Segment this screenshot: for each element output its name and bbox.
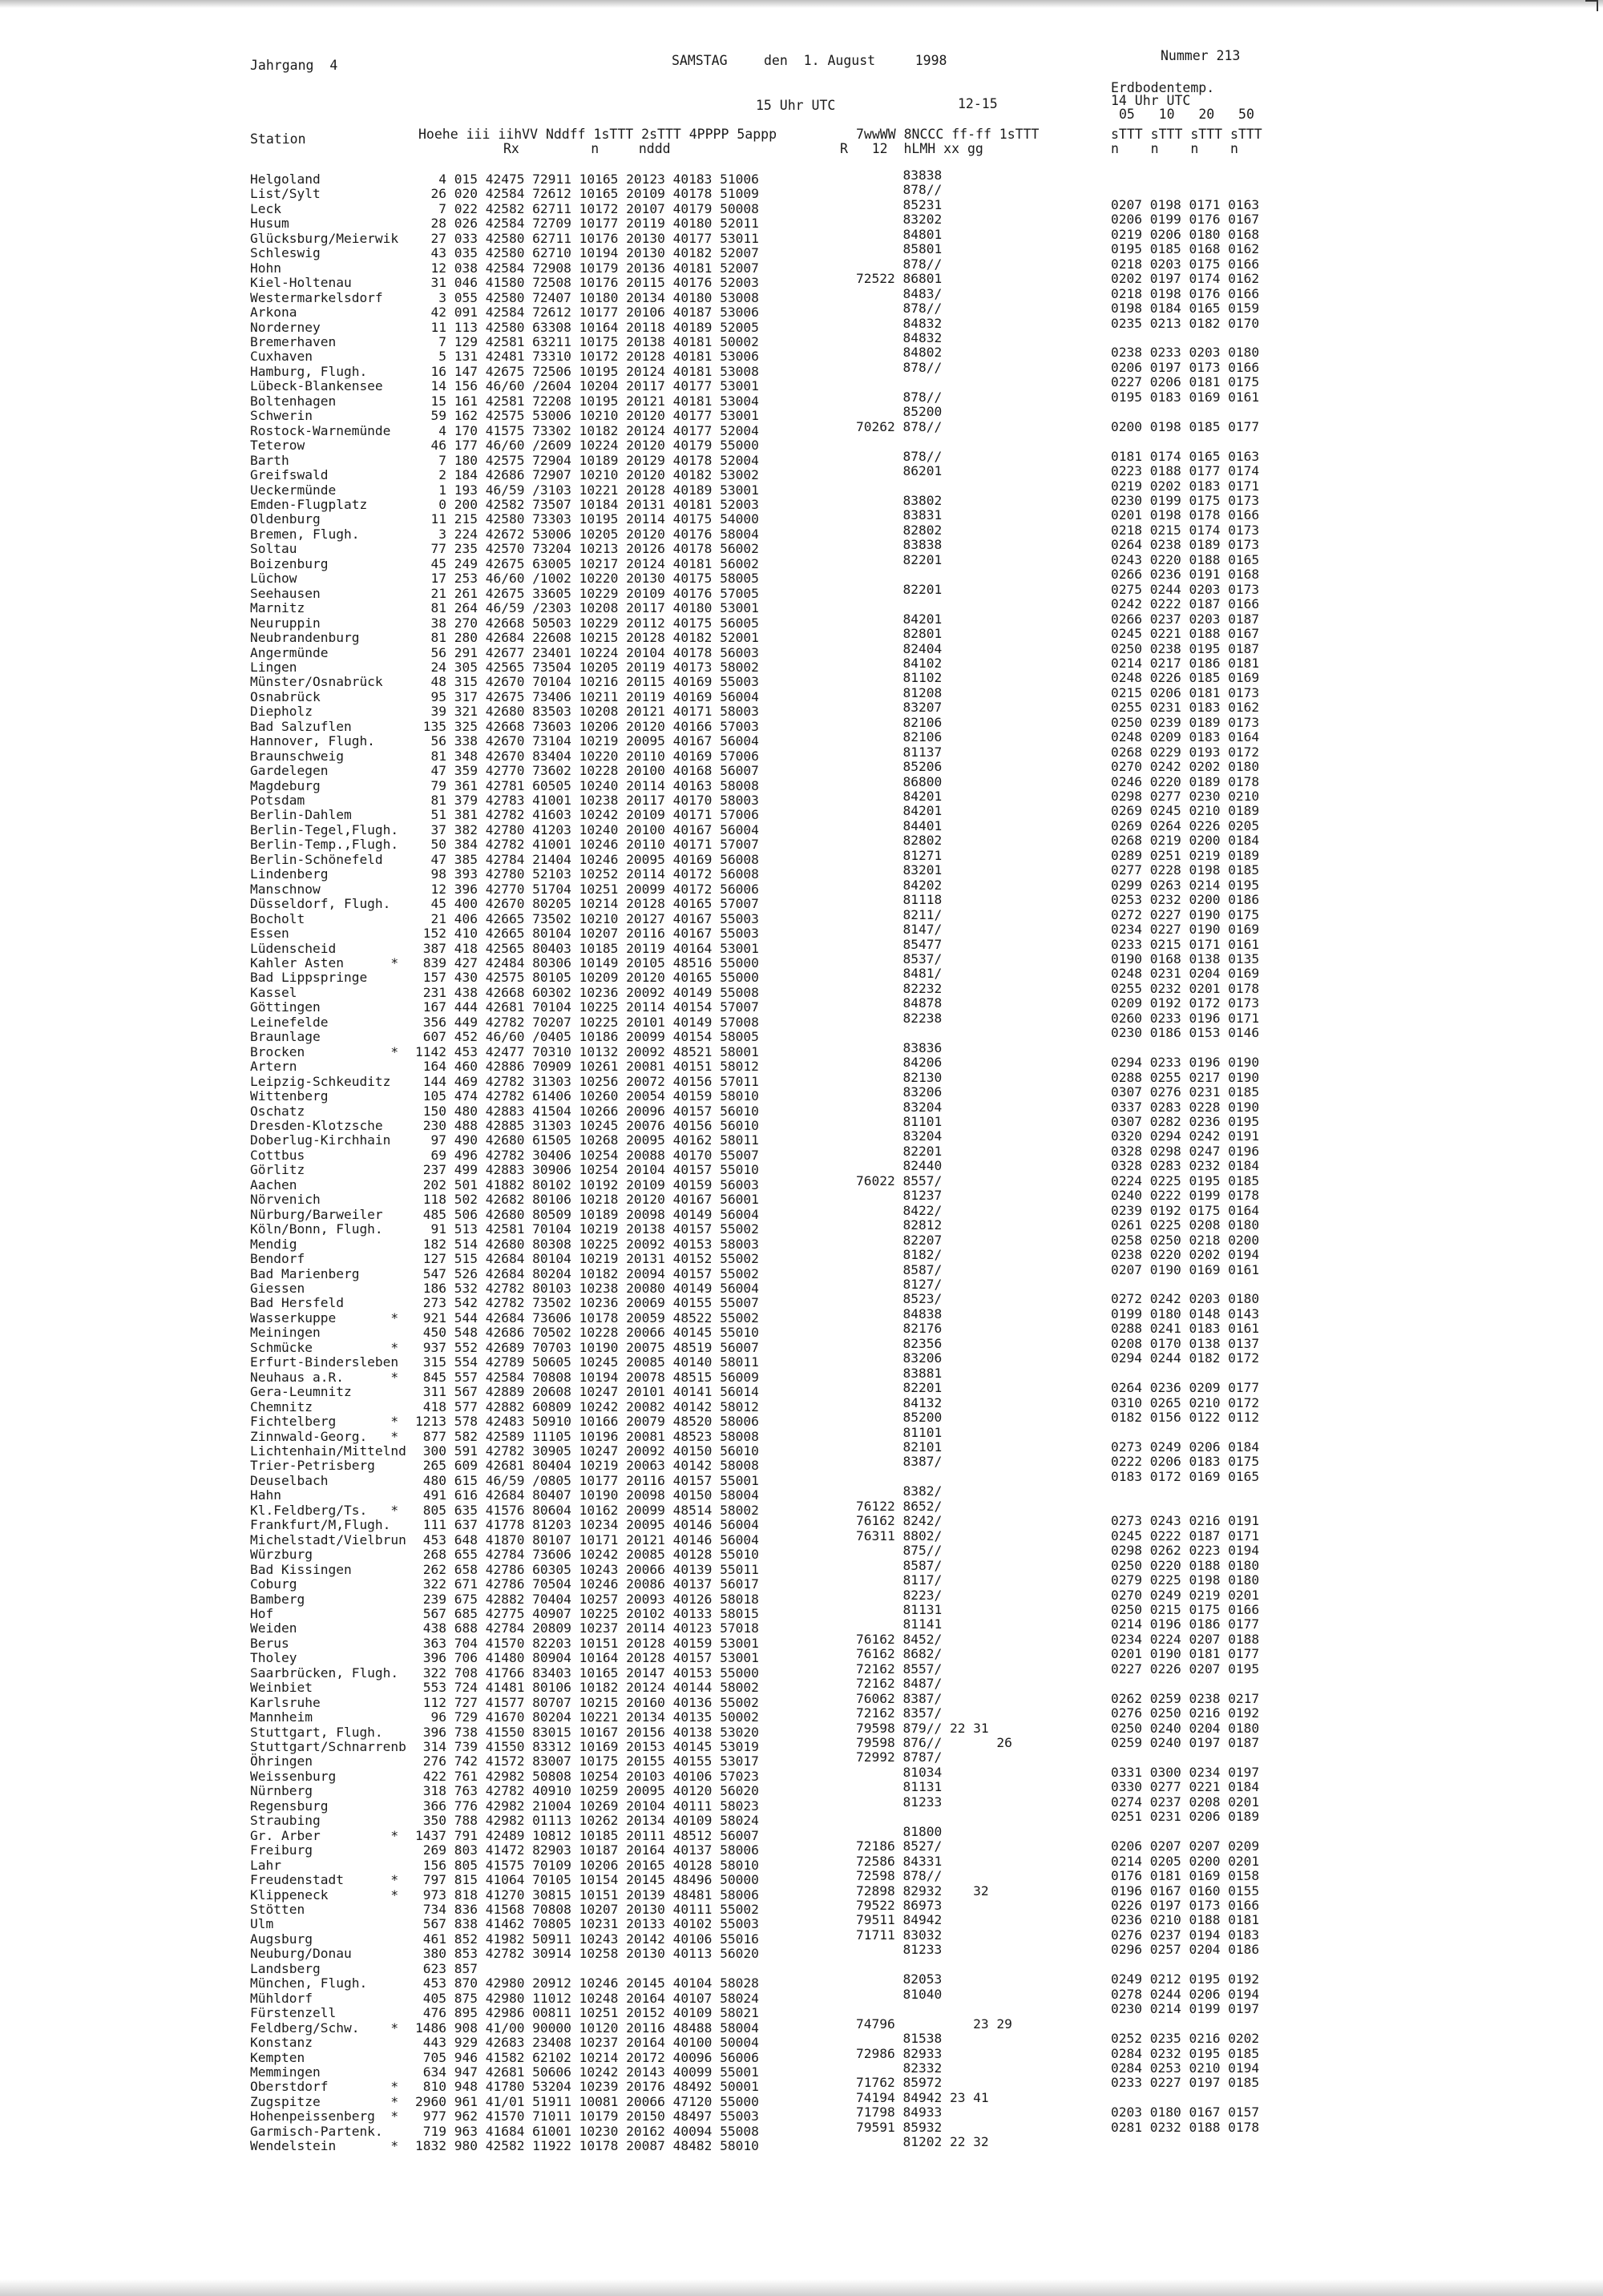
soil-columns-subheader: n n n n (1111, 141, 1238, 156)
scan-edge-bottom (0, 2279, 1603, 2296)
soil-temperature-column: 0207 0198 0171 0163 0206 0199 0176 0167 0219 0206 0180 0168 0195 0185 0168 0162 0218 0203 0175 0166 0202 0197 0174 0162 0218 0198 0176 0166 0198 0184 0165 0159 0235 0213 0182 0170 0238 0233 0203 0180 0206 0197 0173 0166 0227 0206 0181 0175 0195 0183 0169 0161 0200 0198 0185 0177 0181 0174 0165 0163 0223 0188 0177 0174 0219 0202 0183 0171 0230 0199 0175 0173 0201 0198 0178 0166 0218 0215 0174 0173 0264 0238 0189 0173 0243 0220 0188 0165 0266 0236 0191 0168 0275 0244 0203 0173 0242 0222 0187 0166 0266 0237 0203 0187 0245 0221 0188 0167 0250 0238 0195 0187 0214 0217 0186 0181 0248 0226 0185 0169 0215 0206 0181 0173 0255 0231 0183 0162 0250 0239 0189 0173 0248 0209 0183 0164 0268 0229 0193 0172 0270 0242 0202 0180 0246 0220 0189 0178 0298 0277 0230 0210 0269 0245 0210 0189 0269 0264 0226 0205 0268 0219 0200 0184 0289 0251 0219 0189 0277 0228 0198 0185 0299 0263 0214 0195 0253 0232 0200 0186 0272 0227 0190 0175 0234 0227 0190 0169 0233 0215 0171 0161 0190 0168 0138 0135 0248 0231 0204 0169 0255 0232 0201 0178 0209 0192 0172 0173 0260 0233 0196 0171 0230 0186 0153 0146 0294 0233 0196 0190 0288 0255 0217 0190 0307 0276 0231 0185 0337 0283 0228 0190 0307 0282 0236 0195 0320 0294 0242 0191 0328 0298 0247 0196 0328 0283 0232 0184 0224 0225 0195 0185 0240 0222 0199 0178 0239 0192 0175 0164 0261 0225 0208 0180 0258 0250 0218 0200 0238 0220 0202 0194 0207 0190 0169 0161 0272 0242 0203 0180 0199 0180 0148 0143 0288 0241 0183 0161 0208 0170 0138 0137 0294 0244 0182 0172 0264 0236 0209 0177 0310 0265 0210 0172 0182 0156 0122 0112 0273 0249 0206 0184 0222 0206 0183 0175 0183 0172 0169 0165 0273 0243 0216 0191 0245 0222 0187 0171 0298 0262 0223 0194 0250 0220 0188 0180 0279 0225 0198 0180 0270 0249 0219 0201 0250 0215 0175 0166 0214 0196 0186 0177 0234 0224 0207 0188 0201 0190 0181 0177 0227 0226 0207 0195 0262 0259 0238 0217 0276 0250 0216 0192 0250 0240 0204 0180 0259 0240 0197 0187 0331 0300 0234 0197 0330 0277 0221 0184 0274 0237 0208 0201 0251 0231 0206 0189 0206 0207 0207 0209 0214 0205 0200 0201 0176 0181 0169 0158 0196 0167 0160 0155 0226 0197 0173 0166 0236 0210 0188 0181 0276 0237 0194 0183 0296 0257 0204 0186 0249 0212 0195 0192 0278 0244 0206 0194 0230 0214 0199 0197 0252 0235 0216 0202 0284 0232 0195 0185 0284 0253 0210 0194 0233 0227 0197 0185 0203 0180 0167 0157 0281 0232 0188 0178 (1111, 196, 1260, 2135)
scan-edge-top (0, 0, 1603, 8)
station-column-header: Station (250, 131, 306, 147)
soil-columns-header: sTTT sTTT sTTT sTTT (1111, 127, 1262, 142)
station-names-column: Helgoland List/Sylt Leck Husum Glücksburg/Meierwik Schleswig Hohn Kiel-Holtenau Westermarkelsdorf Arkona Norderney Bremerhaven Cuxhaven Hamburg, Flugh. Lübeck-Blankensee Boltenhagen Schwerin Rostock-Warnemünde Teterow Barth Greifswald Ueckermünde Emden-Flugplatz Oldenburg Bremen, Flugh. Soltau Boizenburg Lüchow Seehausen Marnitz Neuruppin Neubrandenburg Angermünde Lingen Münster/Osnabrück Osnabrück Diepholz Bad Salzuflen Hannover, Flugh. Braunschweig Gardelegen Magdeburg Potsdam Berlin-Dahlem Berlin-Tegel,Flugh. Berlin-Temp.,Flugh. Berlin-Schönefeld Lindenberg Manschnow Düsseldorf, Flugh. Bocholt Essen Lüdenscheid Kahler Asten * Bad Lippspringe Kassel Göttingen Leinefelde Braunlage Brocken * Artern Leipzig-Schkeuditz Wittenberg Oschatz Dresden-Klotzsche Doberlug-Kirchhain Cottbus Görlitz Aachen Nörvenich Nürburg/Barweiler Köln/Bonn, Flugh. Mendig Bendorf Bad Marienberg Giessen Bad Hersfeld Wasserkuppe * Meiningen Schmücke * Erfurt-Bindersleben Neuhaus a.R. * Gera-Leumnitz Chemnitz Fichtelberg * Zinnwald-Georg. * Lichtenhain/Mittelnd Trier-Petrisberg Deuselbach Hahn Kl.Feldberg/Ts. * Frankfurt/M,Flugh. Michelstadt/Vielbrun Würzburg Bad Kissingen Coburg Bamberg Hof Weiden Berus Tholey Saarbrücken, Flugh. Weinbiet Karlsruhe Mannheim Stuttgart, Flugh. Stuttgart/Schnarrenb Öhringen Weissenburg Nürnberg Regensburg Straubing Gr. Arber * Freiburg Lahr Freudenstadt * Klippeneck * Stötten Ulm Augsburg Neuburg/Donau Landsberg München, Flugh. Mühldorf Fürstenzell Feldberg/Schw. * Konstanz Kempten Memmingen Oberstdorf * Zugspitze * Hohenpeissenberg * Garmisch-Partenk. Wendelstein * (250, 171, 406, 2154)
jahrgang-label: Jahrgang 4 (250, 58, 338, 73)
precip-data-column: 83838 878// 85231 83202 84801 85801 878// 72522 86801 8483/ 878// 84832 84832 84802 878// 878// 85200 70262 878// 878// 86201 83802 83831 82802 83838 82201 82201 84201 82801 82404 84102 81102 81208 83207 82106 82106 81137 85206 86800 84201 84201 84401 82802 81271 83201 84202 81118 8211/ 8147/ 85477 8537/ 8481/ 82232 84878 82238 83836 84206 82130 83206 83204 81101 83204 82201 82440 76022 8557/ 81237 8422/ 82812 82207 8182/ 8587/ 8127/ 8523/ 84838 82176 82356 83206 83881 82201 84132 85200 81101 82101 8387/ 8382/ 76122 8652/ 76162 8242/ 76311 8802/ 875// 8587/ 8117/ 8223/ 81131 81141 76162 8452/ 76162 8682/ 72162 8557/ 72162 8487/ 76062 8387/ 72162 8357/ 79598 879// 22 31 79598 876// 26 72992 8787/ 81034 81131 81233 81800 72186 8527/ 72586 84331 72598 878// 72898 82932 32 79522 86973 79511 84942 71711 83032 81233 82053 81040 74796 23 29 81538 72986 82933 82332 71762 85972 74194 84942 23 41 71798 84933 79591 85932 81202 22 32 (856, 167, 1012, 2150)
precip-period: 12-15 (958, 96, 998, 111)
page-corner-mark (1585, 0, 1598, 11)
issue-number: Nummer 213 (1161, 48, 1241, 63)
soil-temp-title: Erdbodentemp. (1111, 80, 1215, 95)
observation-time: 15 Uhr UTC (756, 98, 836, 113)
synop-columns-subheader: Rx n nddd (503, 141, 671, 156)
synop-data-column: 4 015 42475 72911 10165 20123 40183 51006 26 020 42584 72612 10165 20109 40178 51009 7 022 42582 62711 10172 20107 40179 50008 28 026 42584 72709 10177 20119 40180 52011 27 033 42580 62711 10176 20130 40177 53011 43 035 42580 62710 10194 20130 40182 52007 12 038 42584 72908 10179 20136 40181 52007 31 046 41580 72508 10176 20115 40176 52003 3 055 42580 72407 10180 20134 40180 53008 42 091 42584 72612 10177 20106 40187 53006 11 113 42580 63308 10164 20118 40189 52005 7 129 42581 63211 10175 20138 40181 50002 5 131 42481 73310 10172 20128 40181 53006 16 147 42675 72506 10195 20124 40181 53008 14 156 46/60 /2604 10204 20117 40177 53001 15 161 42581 72208 10195 20121 40181 53004 59 162 42575 53006 10210 20120 40177 53001 4 170 41575 73302 10182 20124 40177 52004 46 177 46/60 /2609 10224 20120 40179 55000 7 180 42575 72904 10189 20129 40178 52004 2 184 42686 72907 10210 20120 40182 53002 1 193 46/59 /3103 10221 20128 40189 53001 0 200 42582 73507 10184 20131 40181 52003 11 215 42580 73303 10195 20114 40175 54000 3 224 42672 53006 10205 20120 40176 58004 77 235 42570 73204 10213 20126 40178 56002 45 249 42675 63005 10217 20124 40181 56002 17 253 46/60 /1002 10220 20130 40175 58005 21 261 42675 33605 10229 20109 40176 57005 81 264 46/59 /2303 10208 20117 40180 53001 38 270 42668 50503 10229 20112 40175 56005 81 280 42684 22608 10215 20128 40182 52001 56 291 42677 23401 10224 20104 40178 56003 24 305 42565 73504 10205 20119 40173 58002 48 315 42670 70104 10216 20115 40169 55003 95 317 42675 73406 10211 20119 40169 56004 39 321 42680 83503 10208 20121 40171 58003 135 325 42668 73603 10206 20120 40166 57003 56 338 42670 73104 10219 20095 40167 56004 81 348 42670 83404 10220 20110 40169 57006 47 359 42770 73602 10228 20100 40168 56007 79 361 42781 60505 10240 20114 40163 58008 81 379 42783 41001 10238 20117 40170 58003 51 381 42782 41603 10242 20109 40171 57006 37 382 42780 41203 10240 20100 40167 56004 50 384 42782 41001 10246 20110 40171 57007 47 385 42784 21404 10246 20095 40169 56008 98 393 42780 52103 10252 20114 40172 56008 12 396 42770 51704 10251 20099 40172 56006 45 400 42670 80205 10214 20128 40165 57007 21 406 42665 73502 10210 20127 40167 55003 152 410 42665 80104 10207 20116 40167 55003 387 418 42565 80403 10185 20119 40164 53001 839 427 42484 80306 10149 20105 48516 55000 157 430 42575 80105 10209 20120 40165 55000 231 438 42668 60302 10236 20092 40149 55008 167 444 42681 70104 10225 20114 40154 57007 356 449 42782 70207 10225 20101 40149 57008 607 452 46/60 /0405 10186 20099 40154 58005 1142 453 42477 70310 10132 20092 48521 58001 164 460 42886 70909 10261 20081 40151 58012 144 469 42782 31303 10256 20072 40156 57011 105 474 42782 61406 10260 20054 40159 58010 150 480 42883 41504 10266 20096 40157 56010 230 488 42885 31303 10245 20076 40156 56010 97 490 42680 61505 10268 20095 40162 58011 69 496 42782 30406 10254 20088 40170 55007 237 499 42883 30906 10254 20104 40157 55010 202 501 41882 80102 10192 20109 40159 56003 118 502 42682 80106 10218 20120 40167 56001 485 506 42680 80509 10189 20098 40149 56004 91 513 42581 70104 10219 20138 40157 55002 182 514 42680 80308 10225 20092 40153 58003 127 515 42684 80104 10219 20131 40152 55002 547 526 42684 80204 10182 20094 40157 55002 186 532 42782 80103 10238 20080 40149 56004 273 542 42782 73502 10236 20069 40155 55007 921 544 42684 73606 10178 20059 48522 55002 450 548 42686 70502 10228 20066 40145 55010 937 552 42689 70703 10190 20075 48519 56007 315 554 42789 50605 10245 20085 40140 58011 845 557 42584 70808 10194 20078 48515 56009 311 567 42889 20608 10247 20101 40141 56014 418 577 42882 60809 10242 20082 40142 58012 1213 578 42483 50910 10166 20079 48520 58006 877 582 42589 11105 10196 20081 48523 58008 300 591 42782 30905 10247 20092 40150 56010 265 609 42681 80404 10219 20063 40142 58008 480 615 46/59 /0805 10177 20116 40157 55001 491 616 42684 80407 10190 20098 40150 58004 805 635 41576 80604 10162 20099 48514 58002 111 637 41778 81203 10234 20095 40146 56004 453 648 41870 80107 10171 20121 40146 56004 268 655 42784 73606 10242 20085 40128 55010 262 658 42786 60305 10243 20066 40139 55011 322 671 42786 70504 10246 20086 40137 56017 239 675 42882 70404 10257 20093 40126 58018 567 685 42775 40907 10225 20102 40133 58015 438 688 42784 20809 10237 20114 40123 57018 363 704 41570 82203 10151 20128 40159 53001 396 706 41480 80904 10164 20128 40157 53001 322 708 41766 83403 10165 20147 40153 55000 553 724 41481 80106 10182 20124 40144 58002 112 727 41577 80707 10215 20160 40136 55002 96 729 41670 80204 10221 20134 40135 50002 396 738 41550 83015 10167 20156 40138 53020 314 739 41550 83312 10169 20153 40145 53019 276 742 41572 83007 10175 20155 40155 53017 422 761 42982 50808 10254 20103 40106 57023 318 763 42782 40910 10259 20095 40120 56020 366 776 42982 21004 10269 20104 40111 58023 350 788 42982 01113 10262 20134 40109 58024 1437 791 42489 10812 10185 20111 48512 56007 269 803 41472 82903 10187 20164 40137 58006 156 805 41575 70109 10206 20165 40128 58010 797 815 41064 70105 10154 20145 48496 50000 973 818 41270 30815 10151 20139 48481 58006 734 836 41568 70808 10207 20130 40111 55002 567 838 41462 70805 10231 20133 40102 55003 461 852 41982 50911 10243 20142 40106 55016 380 853 42782 30914 10258 20130 40113 56020 623 857 453 870 42980 20912 10246 20145 40104 58028 405 875 42980 11012 10248 20164 40107 58024 476 895 42986 00811 10251 20152 40109 58021 1486 908 41/00 90000 10120 20116 48488 58004 443 929 42683 23408 10237 20164 40100 50004 705 946 41582 62102 10214 20172 40096 56006 634 947 42681 50606 10242 20143 40099 55001 810 948 41780 53204 10239 20176 48492 50001 2960 961 41/01 51911 10081 20066 47120 55000 977 962 41570 71011 10179 20150 48497 55003 719 963 41684 61001 10230 20162 40094 55008 1832 980 42582 11922 10178 20087 48482 58010 (415, 171, 759, 2154)
precip-columns-subheader: R 12 hLMH xx gg (840, 141, 983, 156)
soil-temp-depths: 05 10 20 50 (1119, 107, 1254, 122)
date-label: den 1. August 1998 (764, 53, 947, 68)
synop-columns-header: Hoehe iii iihVV Nddff 1sTTT 2sTTT 4PPPP 5appp (418, 127, 777, 142)
soil-temp-time: 14 Uhr UTC (1111, 93, 1191, 108)
weekday-label: SAMSTAG (672, 53, 728, 68)
precip-columns-header: 7wwWW 8NCCC ff-ff 1sTTT (856, 127, 1040, 142)
